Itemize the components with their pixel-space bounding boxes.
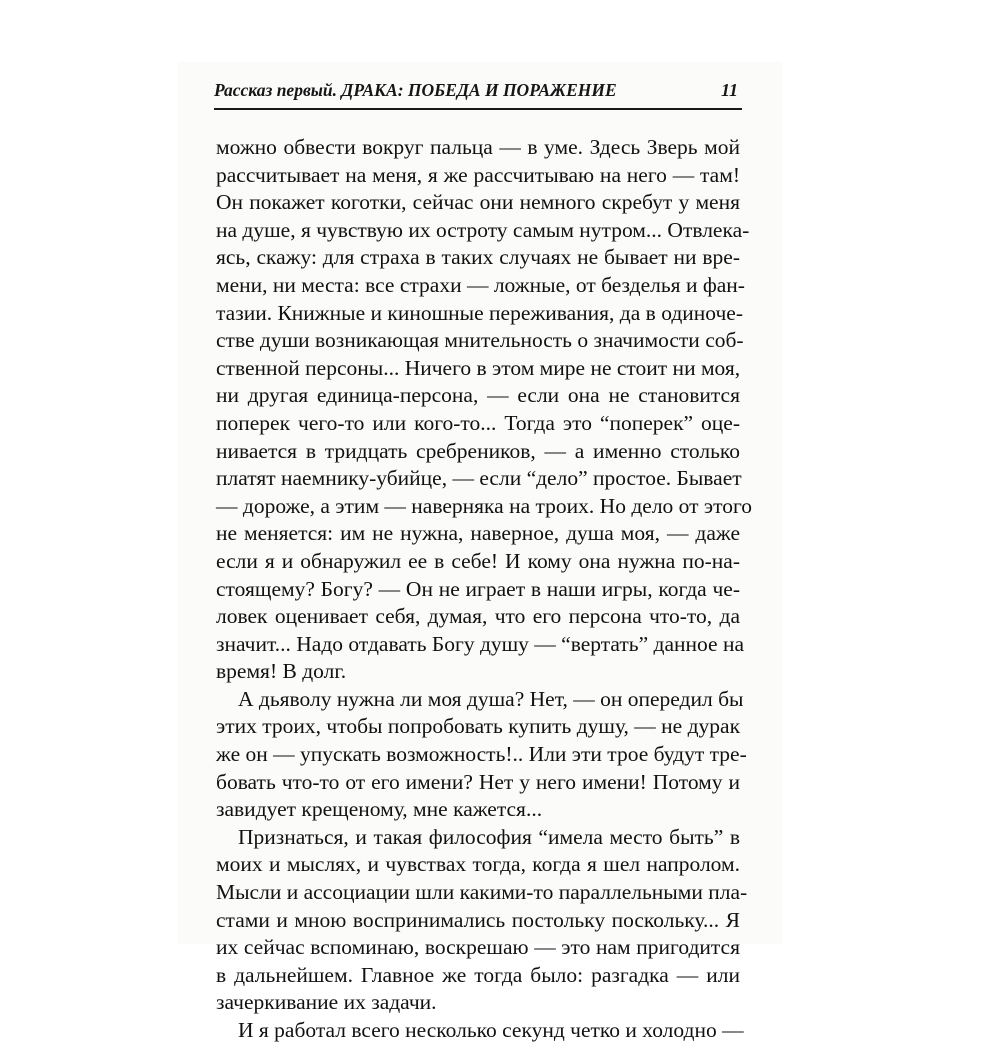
text-line: поперек чего-то или кого-то... Тогда это “поперек” оце-	[216, 410, 740, 435]
text-line: стоящему? Богу? — Он не играет в наши игры, когда че-	[216, 576, 740, 601]
running-head: Рассказ первый. ДРАКА: ПОБЕДА И ПОРАЖЕНИЕ	[214, 80, 617, 100]
text-line: рассчитывает на меня, я же рассчитываю на него — там!	[216, 162, 740, 187]
text-line: стами и мною воспринимались постольку поскольку... Я	[216, 907, 740, 932]
text-line: И я работал всего несколько секунд четко и холодно —	[238, 1018, 744, 1042]
text-line: Он покажет коготки, сейчас они немного скребут у меня	[216, 190, 740, 215]
body-text	[216, 134, 753, 1045]
text-line: платят наемнику-убийце, — если “дело” простое. Бывает	[216, 466, 742, 491]
text-line: не меняется: им не нужна, наверное, душа моя, — даже	[216, 521, 740, 546]
text-line: значит... Надо отдавать Богу душу — “вертать” данное на	[216, 631, 744, 656]
text-line: зачеркивание их задачи.	[216, 990, 437, 1015]
text-line: время! В долг.	[216, 659, 347, 684]
text-line: этих троих, чтобы попробовать купить душу, — не дурак	[216, 714, 741, 739]
page-number: 11	[720, 80, 738, 100]
text-line: завидует крещеному, мне кажется...	[216, 797, 543, 822]
text-line: нивается в тридцать сребреников, — а именно столько	[216, 438, 740, 463]
text-line: же он — упускать возможность!.. Или эти трое будут тре-	[216, 742, 747, 767]
text-line: если я и обнаружил ее в себе! И кому она нужна по-на-	[216, 548, 740, 573]
text-line: Признаться, и такая философия “имела место быть” в	[238, 824, 740, 849]
text-line: их сейчас вспоминаю, воскрешаю — это нам пригодится	[216, 935, 740, 960]
text-line: мени, ни места: все страхи — ложные, от безделья и фан-	[216, 272, 745, 297]
text-line: ственной персоны... Ничего в этом мире не стоит ни моя,	[216, 355, 741, 380]
text-line: ясь, скажу: для страха в таких случаях не бывает ни вре-	[216, 245, 740, 270]
text-line: — дороже, а этим — наверняка на троих. Но дело от этого	[216, 493, 753, 518]
text-line: А дьяволу нужна ли моя душа? Нет, — он опередил бы	[238, 686, 744, 711]
text-line: ловек оценивает себя, думая, что его персона что-то, да	[216, 604, 740, 629]
text-line: стве души возникающая мнительность о значимости соб-	[216, 328, 744, 353]
text-line: в дальнейшем. Главное же тогда было: разгадка — или	[216, 962, 740, 987]
text-line: на душе, я чувствую их остроту самым нутром... Отвлека-	[216, 217, 750, 242]
text-line: Мысли и ассоциации шли какими-то параллельными пла-	[216, 880, 748, 905]
text-line: можно обвести вокруг пальца — в уме. Здесь Зверь мой	[216, 135, 740, 159]
page-header	[214, 80, 742, 110]
text-line: бовать что-то от его имени? Нет у него имени! Потому и	[216, 769, 740, 794]
text-line: тазии. Книжные и киношные переживания, да в одиноче-	[216, 300, 743, 325]
text-line: моих и мыслях, и чувствах тогда, когда я шел напролом.	[216, 852, 740, 877]
text-line: ни другая единица-персона, — если она не становится	[216, 383, 740, 408]
